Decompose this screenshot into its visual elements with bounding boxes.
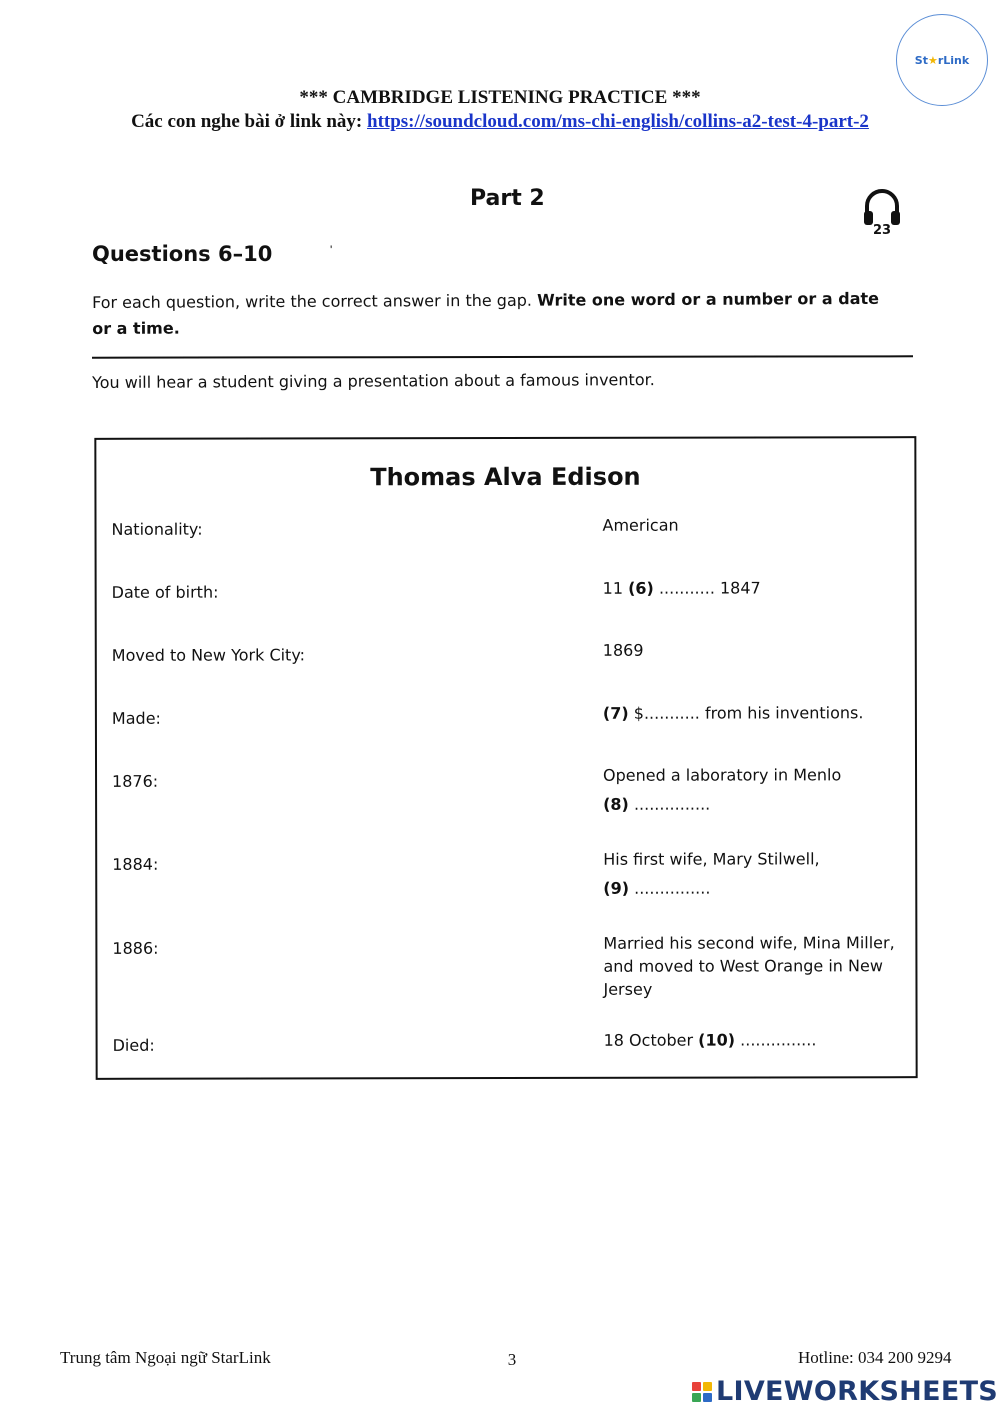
label-died: Died: [112,1035,155,1055]
label-nationality: Nationality: [111,519,203,539]
label-made: Made: [111,708,161,728]
notes-form [94,436,917,1080]
page-number: 3 [507,1350,517,1369]
footer-center-name: Trung tâm Ngoại ngữ StarLink [60,1348,271,1367]
gap-10[interactable]: (10) [698,1030,736,1050]
gap-9[interactable]: (9) [603,878,630,898]
form-title: Thomas Alva Edison [370,462,641,492]
value-nationality: American [602,515,679,535]
starlink-logo: St★rLink [896,14,988,106]
page-header-title: *** CAMBRIDGE LISTENING PRACTICE *** [299,87,701,108]
listening-link-line: Các con nghe bài ở link này: https://soundcloud.com/ms-chi-english/collins-a2-test-4-part-2 [131,111,869,132]
label-moved-to-nyc: Moved to New York City: [111,645,306,665]
liveworksheets-watermark [692,1376,998,1407]
label-1884: 1884: [112,854,159,874]
divider [92,355,913,358]
label-date-of-birth: Date of birth: [111,582,219,602]
footer-hotline: Hotline: 034 200 9294 [798,1348,952,1367]
soundcloud-link[interactable]: https://soundcloud.com/ms-chi-english/collins-a2-test-4-part-2 [367,111,869,132]
liveworksheets-logo-icon [692,1382,712,1402]
value-died: 18 October (10) ............... [603,1030,817,1050]
value-1876: Opened a laboratory in Menlo (8) ............... [603,765,842,814]
star-icon: ★ [927,53,938,67]
questions-title: Questions 6–10 [92,242,273,266]
label-1876: 1876: [112,771,159,791]
stray-mark: ' [330,243,333,257]
gap-7[interactable]: (7) [602,703,629,723]
task-intro: You will hear a student giving a presentation about a famous inventor. [92,370,655,392]
label-1886: 1886: [112,938,159,958]
value-date-of-birth: 11 (6) ........... 1847 [602,578,761,598]
value-1884: His first wife, Mary Stilwell, (9) ............... [603,849,820,898]
value-moved-to-nyc: 1869 [602,640,644,660]
value-made: (7) $........... from his inventions. [602,703,864,723]
track-number: 23 [872,223,892,238]
instructions: For each question, write the correct answer in the gap. Write one word or a number or a date or a time. [92,288,880,338]
value-1886: Married his second wife, Mina Miller, and moved to West Orange in New Jersey [603,933,895,999]
liveworksheets-text: LIVEWORKSHEETS [716,1376,999,1407]
gap-8[interactable]: (8) [603,794,629,814]
gap-6[interactable]: (6) [628,578,654,598]
part-title: Part 2 [470,186,545,211]
